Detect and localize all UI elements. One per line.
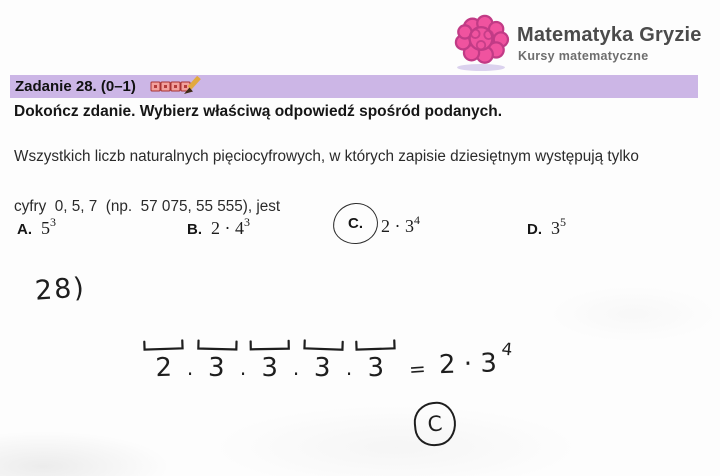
option-b-label: B. xyxy=(187,221,202,238)
slot-digit: 3 xyxy=(313,352,332,384)
digit-slot xyxy=(248,340,292,384)
task-instruction: Dokończ zdanie. Wybierz właściwą odpowiedź spośród podanych. xyxy=(14,103,503,120)
handwritten-result xyxy=(438,339,514,381)
handwritten-task-number: 28) xyxy=(33,272,87,307)
logo-subtitle: Kursy matematyczne xyxy=(518,49,649,63)
slot-digit: 3 xyxy=(207,352,225,384)
option-a-expression: $5^3$ xyxy=(41,215,56,238)
digit-slot xyxy=(300,339,344,383)
multiplication-dot: · xyxy=(239,362,247,386)
option-c xyxy=(333,203,420,244)
option-a-label: A. xyxy=(17,221,32,238)
multiplication-dot: · xyxy=(186,362,194,386)
option-c-expression: $2 \cdot 3^4$ xyxy=(381,212,420,236)
result-exponent: 4 xyxy=(500,339,514,361)
slot-digit: 2 xyxy=(154,352,173,384)
option-b-expression: $2 \cdot 4^3$ xyxy=(211,215,250,238)
result-base: 2 · 3 xyxy=(438,348,498,381)
logo-shadow xyxy=(457,64,505,71)
option-a xyxy=(17,216,56,239)
hand-drawn-circle-option-c xyxy=(332,202,379,245)
option-d-label: D. xyxy=(527,221,542,238)
option-c-label: C. xyxy=(348,215,363,232)
multiplication-dot: · xyxy=(292,362,300,386)
slot-digit: 3 xyxy=(366,352,385,384)
squares-pencil-icon xyxy=(150,76,202,96)
slot-bracket-icon xyxy=(248,340,290,353)
slot-bracket-icon xyxy=(142,339,184,352)
option-d-expression: $3^5$ xyxy=(551,215,566,238)
option-b xyxy=(187,216,250,239)
task-header-band xyxy=(10,75,698,98)
question-line-2: cyfry 0, 5, 7 (np. 57 075, 55 555), jest xyxy=(14,198,281,215)
slot-bracket-icon xyxy=(354,339,396,352)
handwritten-calculation xyxy=(142,340,512,386)
digit-slot xyxy=(194,339,238,383)
slot-digit: 3 xyxy=(261,352,279,384)
option-d xyxy=(527,216,566,239)
multiplication-dot: · xyxy=(345,362,353,386)
final-answer-letter: C xyxy=(426,411,444,437)
handwritten-final-answer-circled xyxy=(412,400,458,448)
slot-bracket-icon xyxy=(196,339,238,352)
digit-slot xyxy=(141,339,185,383)
brain-logo-icon xyxy=(452,13,510,66)
task-header-title: Zadanie 28. (0–1) xyxy=(15,78,136,95)
equals-sign: = xyxy=(408,356,426,382)
logo-title: Matematyka Gryzie xyxy=(517,24,702,46)
question-line-1: Wszystkich liczb naturalnych pięciocyfrowych, w których zapisie dziesiętnym występują tylko xyxy=(14,148,639,165)
digit-slot xyxy=(353,339,397,383)
slot-bracket-icon xyxy=(302,339,344,352)
